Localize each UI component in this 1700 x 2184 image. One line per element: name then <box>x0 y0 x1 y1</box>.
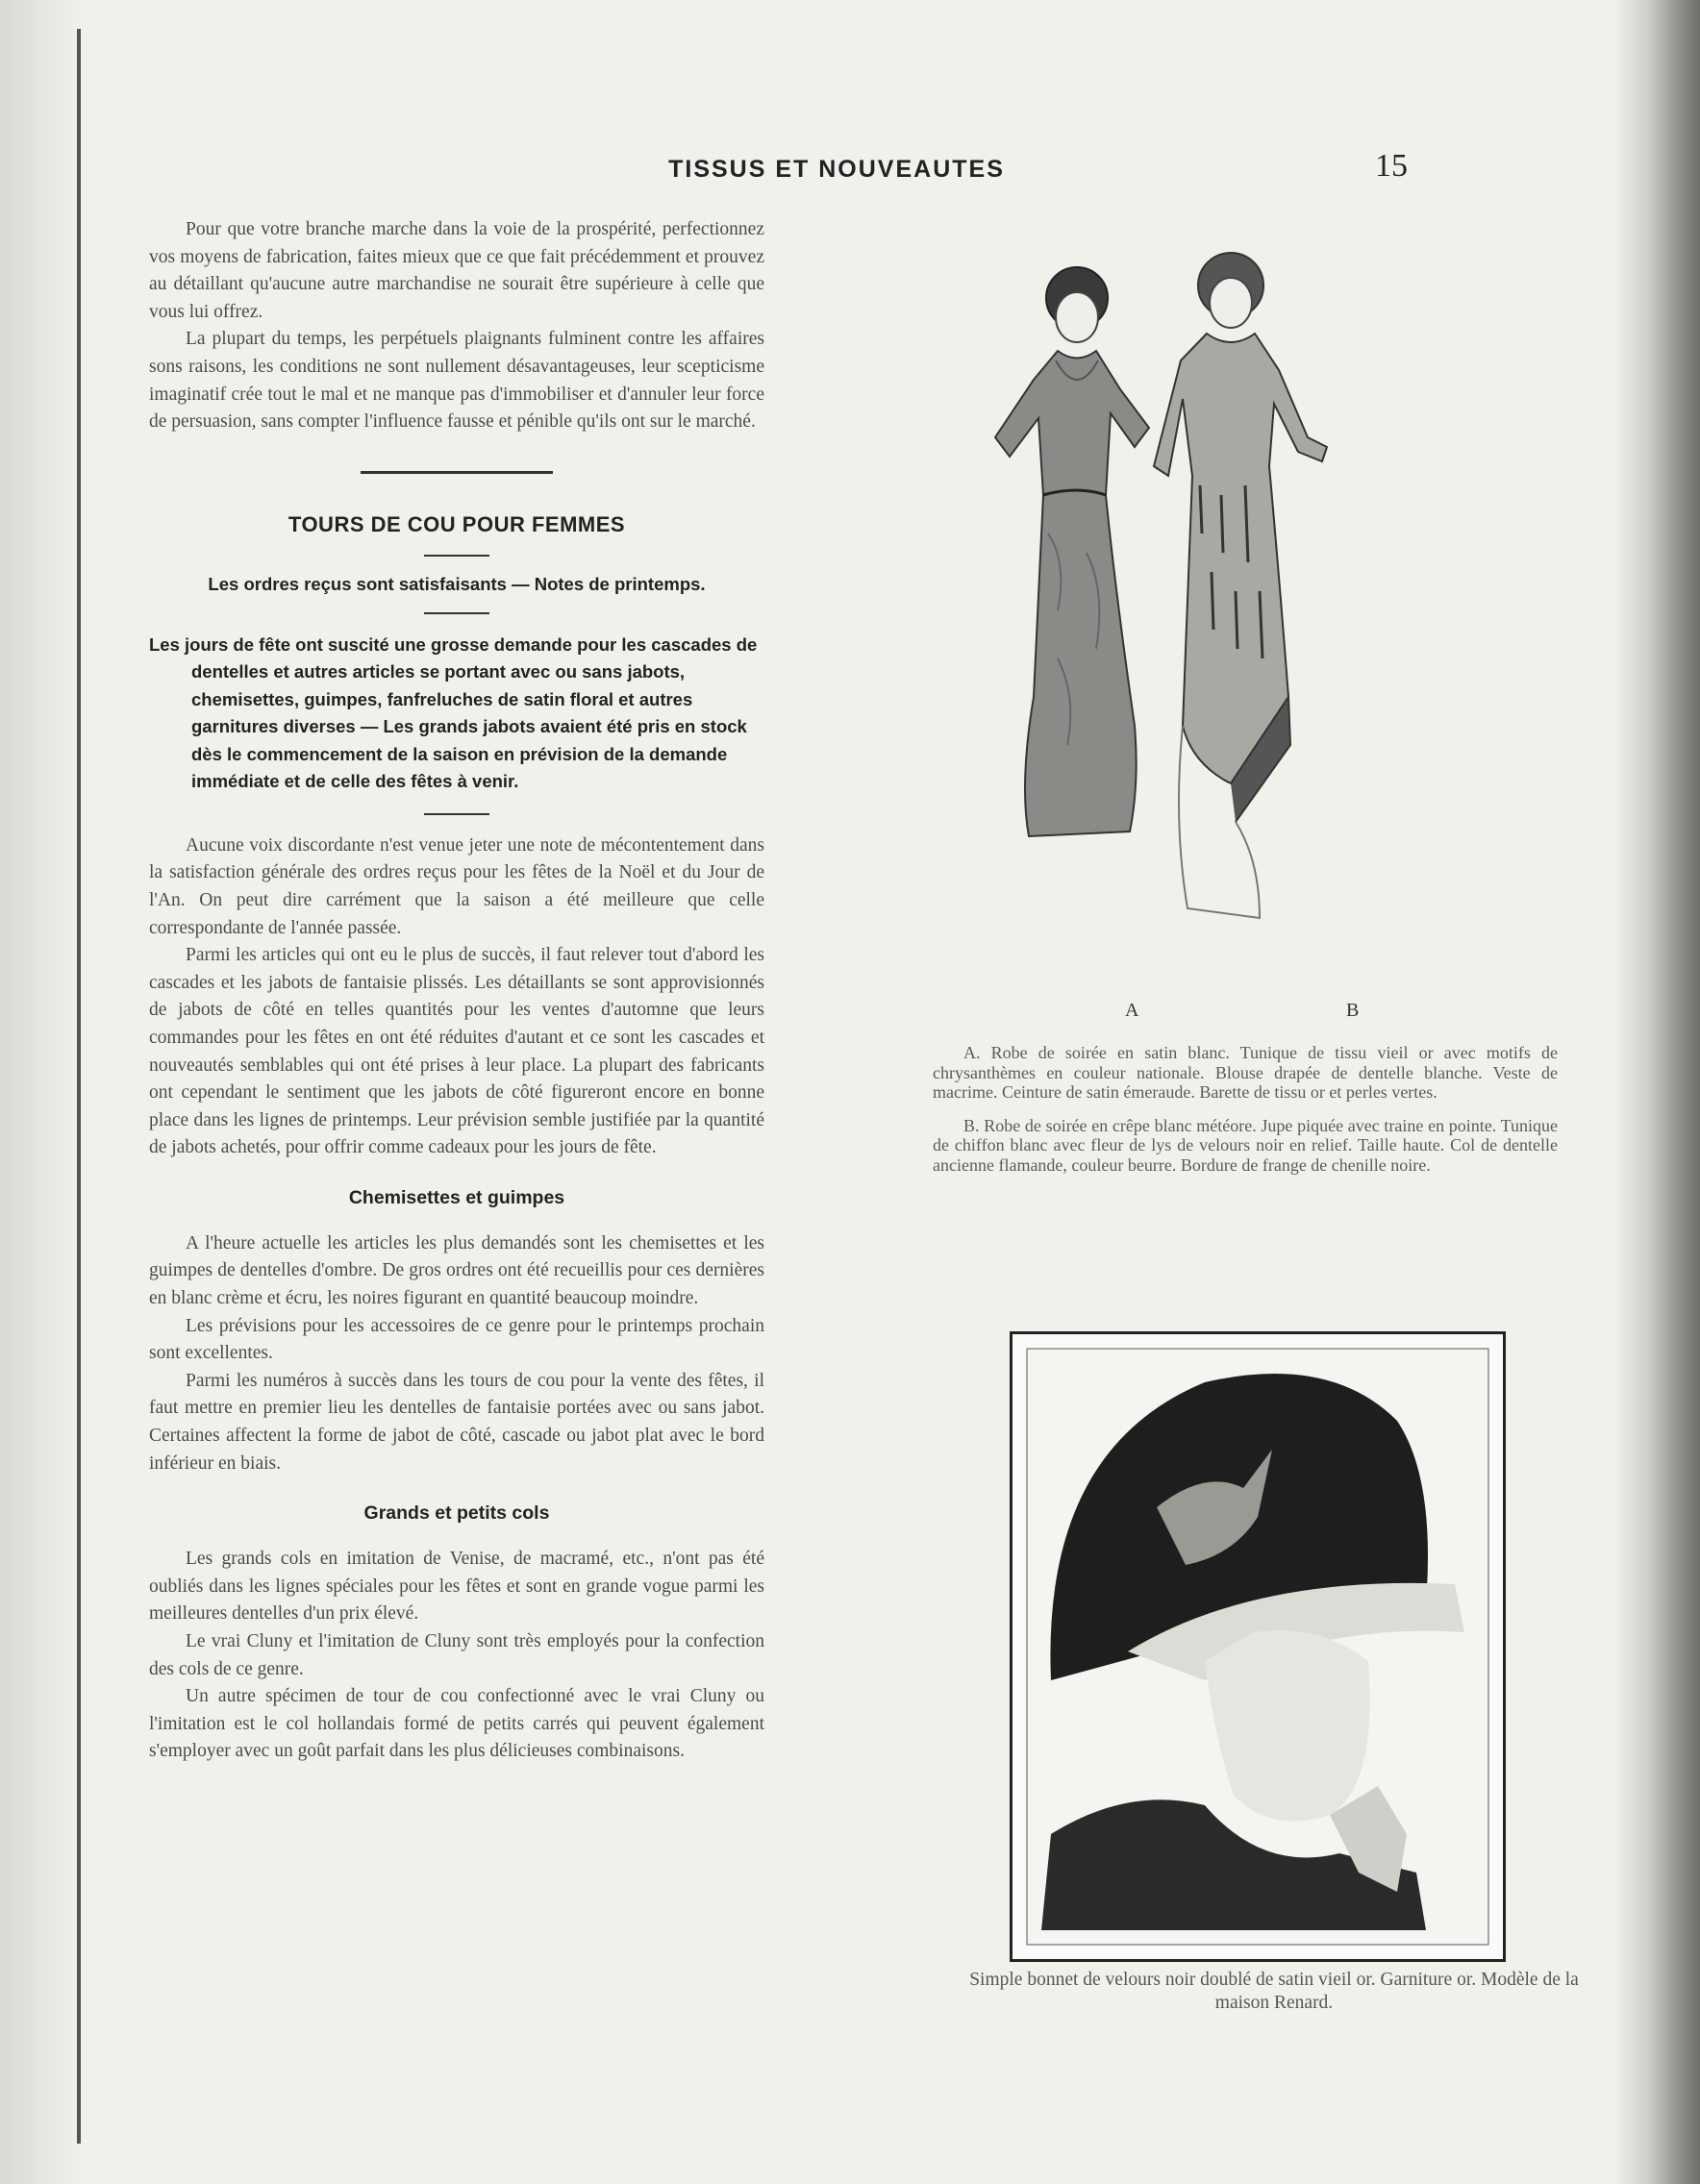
article-deck: Les ordres reçus sont satisfaisants — Notes de printemps. <box>208 573 706 594</box>
caption-b: B. Robe de soirée en crêpe blanc météore. Jupe piquée avec traine en pointe. Tunique de chiffon blanc avec fleur de lys de velours noir en relief. Taille haute. Col de dentelle ancienne flamande, couleur beurre. Bordure de frange de chenille noire. <box>933 1115 1558 1175</box>
caption-a: A. Robe de soirée en satin blanc. Tunique de tissu vieil or avec motifs de chrysanthèmes en couleur nationale. Blouse drapée de dentelle blanche. Veste de macrime. Ceinture de satin émeraude. Barette de tissu or et perles vertes. <box>933 1043 1558 1102</box>
subheading-chemisettes: Chemisettes et guimpes <box>348 1186 565 1208</box>
photo-caption: Simple bonnet de velours noir doublé de satin vieil or. Garniture or. Modèle de la maison Renard. <box>969 1970 1579 2013</box>
figure-a <box>995 267 1149 836</box>
section-paragraph: Les grands cols en imitation de Venise, de macramé, etc., n'ont pas été oubliés dans les lignes spéciales pour les fêtes et sont en grande vogue parmi les meilleures dentelles d'un prix élevé. <box>149 1549 764 1625</box>
label-a: A <box>1125 1000 1139 1021</box>
article-summary: Les jours de fête ont suscité une grosse demande pour les cascades de dentelles et autres articles se portant avec ou sans jabots, chemisettes, guimpes, fanfreluches de satin floral et autres garnitures diverses — Les grands jabots avaient été pris en stock dès le commencement de la saison en prévision de la demande immédiate et de celle des fêtes à venir. <box>149 633 758 792</box>
subheading-cols: Grands et petits cols <box>363 1502 550 1525</box>
label-b: B <box>1346 1000 1360 1021</box>
intro-paragraph: Pour que votre branche marche dans la voie de la prospérité, perfectionnez vos moyens de fabrication, faites mieux que ce que fait précédemment et prouvez au détaillant qu'aucune autre marchandise ne sourait être supérieure à celle que vous lui offrez. <box>149 219 764 322</box>
article-title: TOURS DE COU POUR FEMMES <box>288 511 626 536</box>
illustration-captions <box>933 1043 1558 1188</box>
section-divider <box>361 471 553 474</box>
page-number: 15 <box>1375 148 1408 184</box>
deck-rule <box>424 612 489 614</box>
section-paragraph: Un autre spécimen de tour de cou confectionné avec le vrai Cluny ou l'imitation est le col hollandais formé de petits carrés qui peuvent également s'employer avec un goût parfait dans les plus délicieuses combinaisons. <box>149 1686 764 1762</box>
summary-rule <box>424 813 489 815</box>
intro-paragraph: La plupart du temps, les perpétuels plaignants fulminent contre les affaires sons raisons, les conditions ne sont nullement désavantageuses, leur scepticisme imaginatif crée tout le mal et ne manque pas d'immobiliser et d'annuler leur force de persuasion, sans compter l'influence fausse et pénible qu'ils ont sur le marché. <box>149 329 764 433</box>
running-header: TISSUS ET NOUVEAUTES <box>668 156 1005 183</box>
bonnet-photo <box>1010 1331 1506 1962</box>
next-page-edge <box>1613 0 1700 2184</box>
section-paragraph: Les prévisions pour les accessoires de ce genre pour le printemps prochain sont excellentes. <box>149 1315 764 1364</box>
binding-edge <box>77 29 81 2144</box>
article-paragraph: Aucune voix discordante n'est venue jeter une note de mécontentement dans la satisfaction générale des ordres reçus pour les fêtes de la Noël et du Jour de l'An. On peut dire carrément que la saison a été meilleure que celle correspondante de l'année passée. <box>149 834 764 938</box>
section-paragraph: A l'heure actuelle les articles les plus demandés sont les chemisettes et les guimpes de dentelles d'ombre. De gros ordres ont été recueillis pour ces dernières en blanc crème et écru, les noires figurant en quantité beaucoup moindre. <box>149 1232 764 1309</box>
article-paragraph: Parmi les articles qui ont eu le plus de succès, il faut relever tout d'abord les cascades et les jabots de fantaisie plissés. Les détaillants se sont approvisionnés de jabots de côté en telles quantités pour les ventes d'automne que leurs commandes pour les fêtes en ont été réduites d'autant et ce sont les cascades et nouveautés semblables qui ont été prises à leur place. La plupart des fabricants ont cependant le sentiment que les jabots de côté figureront encore en bonne place dans les lignes de printemps. Leur prévision semble justifiée par la quantité de jabots achetés, pour offrir comme cadeaux pour les jours de fête. <box>149 945 764 1158</box>
section-paragraph: Le vrai Cluny et l'imitation de Cluny sont très employés pour la confection des cols de ce genre. <box>149 1631 764 1679</box>
title-rule <box>424 555 489 557</box>
left-column <box>149 216 764 1766</box>
fashion-illustration <box>942 245 1346 961</box>
section-paragraph: Parmi les numéros à succès dans les tours de cou pour la vente des fêtes, il faut mettre en premier lieu les dentelles de fantaisie portées avec ou sans jabot. Certaines affectent la forme de jabot de côté, cascade ou jabot plat avec le bord inférieur en biais. <box>149 1370 764 1474</box>
figure-b <box>1154 253 1327 918</box>
page-left-margin <box>0 0 83 2184</box>
